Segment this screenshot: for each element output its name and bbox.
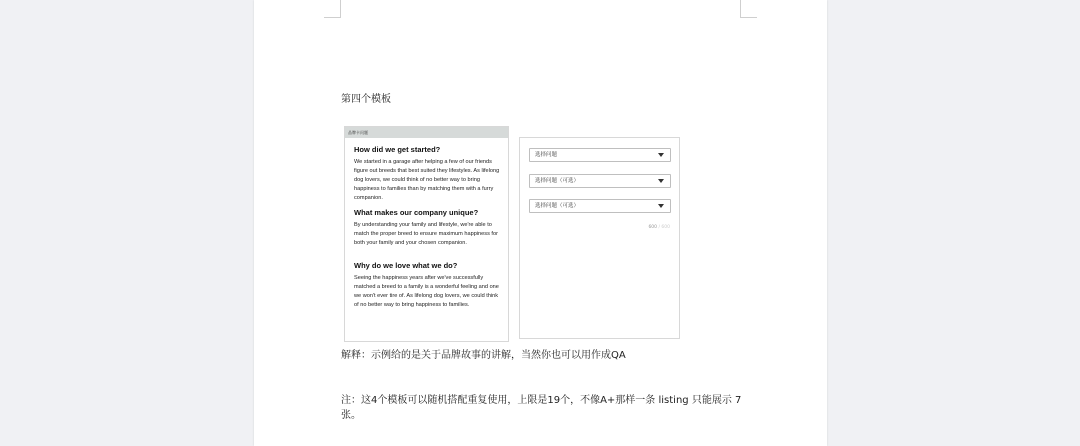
question-select-3[interactable]: [529, 199, 671, 213]
select-label-1: 选择问题: [535, 152, 558, 158]
question-select-2[interactable]: [529, 174, 671, 188]
crop-mark-right: [740, 0, 757, 18]
explanation-text: 解释：示例给的是关于品牌故事的讲解，当然你也可以用作成QA: [341, 350, 626, 361]
section-heading: 第四个模板: [341, 94, 391, 105]
chevron-down-icon: [658, 153, 664, 157]
question-1: How did we get started?: [354, 145, 441, 154]
crop-mark-left: [324, 0, 341, 18]
question-3: Why do we love what we do?: [354, 261, 458, 270]
chevron-down-icon: [658, 179, 664, 183]
answer-2: By understanding your family and lifestyle, we're able to match the proper breed to ensure maximum happiness for both your family and your chosen companion.: [354, 222, 498, 246]
question-form-preview: [519, 137, 680, 339]
question-select-1[interactable]: [529, 148, 671, 162]
document-page: [254, 0, 827, 446]
character-counter: [648, 225, 670, 231]
select-label-2: 选择问题（可选）: [535, 178, 580, 184]
question-2: What makes our company unique?: [354, 208, 479, 217]
counter-max: / 600: [657, 225, 670, 230]
answer-3: Seeing the happiness years after we've successfully matched a breed to a family is a wonderful feeling and one we won't ever tire of. As lifelong dog lovers, we could think of no better way to bring happiness to families.: [354, 275, 499, 308]
template-preview-card: [344, 126, 509, 342]
template-header: 品牌卡问题: [345, 127, 508, 138]
select-label-3: 选择问题（可选）: [535, 203, 580, 209]
chevron-down-icon: [658, 204, 664, 208]
note-text: 注：这4个模板可以随机搭配重复使用，上限是19个，不像A+那样一条 listing 只能展示 7 张。: [341, 395, 742, 421]
answer-1: We started in a garage after helping a few of our friends figure out breeds that best suited they lifestyles. As lifelong dog lovers, we could think of no better way to bring happiness to families than by matching them with a furry companion.: [354, 159, 500, 201]
counter-used: 600: [648, 225, 658, 230]
